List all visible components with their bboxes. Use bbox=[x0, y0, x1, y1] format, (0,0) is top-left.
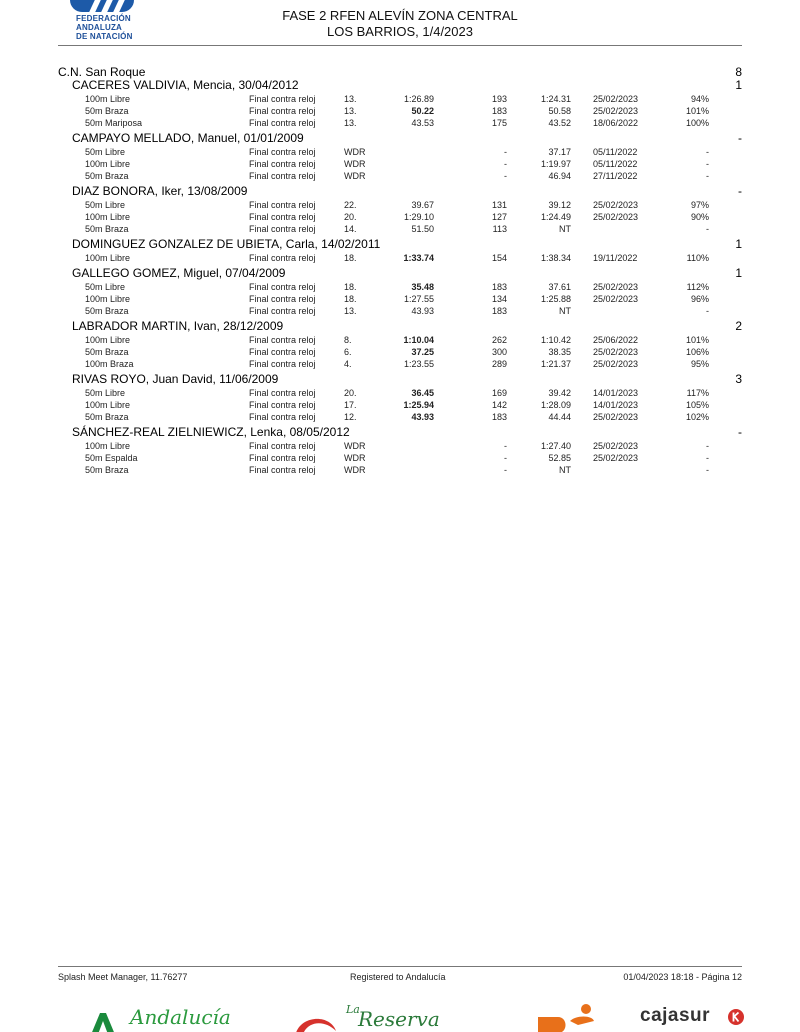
points: 127 bbox=[491, 212, 507, 222]
points: - bbox=[504, 465, 507, 475]
best-time: 44.44 bbox=[548, 412, 571, 422]
result-row bbox=[0, 224, 800, 235]
athlete-count: - bbox=[738, 425, 742, 439]
place: 22. bbox=[344, 200, 357, 210]
percentage: 100% bbox=[685, 118, 709, 128]
swim-time: 43.93 bbox=[411, 412, 434, 422]
round-type: Final contra reloj bbox=[249, 465, 316, 475]
place: 18. bbox=[344, 294, 357, 304]
points: 300 bbox=[491, 347, 507, 357]
footer-registration: Registered to Andalucía bbox=[350, 972, 446, 982]
result-row bbox=[0, 282, 800, 293]
meet-title: FASE 2 RFEN ALEVÍN ZONA CENTRAL bbox=[282, 8, 518, 23]
swim-time: 50.22 bbox=[411, 106, 434, 116]
round-type: Final contra reloj bbox=[249, 412, 316, 422]
best-date: 18/06/2022 bbox=[593, 118, 639, 128]
result-row bbox=[0, 106, 800, 117]
percentage: 105% bbox=[685, 400, 709, 410]
swim-time: 1:25.94 bbox=[403, 400, 434, 410]
round-type: Final contra reloj bbox=[249, 118, 316, 128]
reserva-wordmark: Reserva bbox=[358, 1007, 440, 1031]
best-time: NT bbox=[559, 224, 571, 234]
best-time: 1:19.97 bbox=[540, 159, 571, 169]
event-name: 50m Braza bbox=[85, 171, 129, 181]
event-name: 50m Libre bbox=[85, 388, 126, 398]
ds-logo-icon bbox=[534, 1003, 604, 1032]
points: - bbox=[504, 171, 507, 181]
best-time: NT bbox=[559, 465, 571, 475]
result-row bbox=[0, 94, 800, 105]
reserva-swoosh-icon bbox=[290, 1009, 340, 1032]
best-date: 25/02/2023 bbox=[593, 212, 639, 222]
result-row bbox=[0, 159, 800, 170]
percentage: 90% bbox=[690, 212, 709, 222]
percentage: 94% bbox=[690, 94, 709, 104]
percentage: 95% bbox=[690, 359, 709, 369]
round-type: Final contra reloj bbox=[249, 282, 316, 292]
event-name: 100m Libre bbox=[85, 94, 131, 104]
athlete-count: 1 bbox=[735, 78, 742, 92]
percentage: - bbox=[706, 441, 709, 451]
best-time: 46.94 bbox=[548, 171, 571, 181]
club-count: 8 bbox=[735, 65, 742, 79]
percentage: 97% bbox=[690, 200, 709, 210]
result-row bbox=[0, 465, 800, 476]
round-type: Final contra reloj bbox=[249, 212, 316, 222]
best-time: 39.12 bbox=[548, 200, 571, 210]
percentage: 110% bbox=[686, 253, 709, 263]
points: 193 bbox=[491, 94, 507, 104]
sponsor-cajasur-logo bbox=[640, 1003, 750, 1032]
event-name: 100m Libre bbox=[85, 253, 131, 263]
cajasur-k-icon bbox=[728, 1009, 744, 1025]
round-type: Final contra reloj bbox=[249, 335, 316, 345]
place: 20. bbox=[344, 388, 357, 398]
event-name: 50m Braza bbox=[85, 465, 129, 475]
swim-time: 39.67 bbox=[411, 200, 434, 210]
result-row bbox=[0, 335, 800, 346]
footer-divider bbox=[58, 966, 742, 967]
swim-time: 1:23.55 bbox=[403, 359, 434, 369]
round-type: Final contra reloj bbox=[249, 441, 316, 451]
footer-timestamp-page: 01/04/2023 18:18 - Página 12 bbox=[623, 972, 742, 982]
best-time: NT bbox=[559, 306, 571, 316]
result-row bbox=[0, 212, 800, 223]
athlete-name: DIAZ BONORA, Iker, 13/08/2009 bbox=[72, 184, 248, 198]
result-row bbox=[0, 294, 800, 305]
best-time: 50.58 bbox=[548, 106, 571, 116]
event-name: 100m Libre bbox=[85, 294, 131, 304]
best-date: 14/01/2023 bbox=[593, 388, 639, 398]
athlete-count: 2 bbox=[735, 319, 742, 333]
percentage: - bbox=[706, 159, 709, 169]
percentage: - bbox=[706, 453, 709, 463]
best-date: 25/02/2023 bbox=[593, 106, 639, 116]
result-row bbox=[0, 388, 800, 399]
athlete-count: 1 bbox=[735, 266, 742, 280]
best-time: 52.85 bbox=[548, 453, 571, 463]
points: - bbox=[504, 441, 507, 451]
best-time: 1:24.49 bbox=[540, 212, 571, 222]
result-row bbox=[0, 359, 800, 370]
place: WDR bbox=[344, 441, 366, 451]
athlete-name: LABRADOR MARTIN, Ivan, 28/12/2009 bbox=[72, 319, 284, 333]
percentage: - bbox=[706, 306, 709, 316]
points: - bbox=[504, 159, 507, 169]
best-time: 38.35 bbox=[548, 347, 571, 357]
round-type: Final contra reloj bbox=[249, 347, 316, 357]
event-name: 100m Libre bbox=[85, 159, 131, 169]
athlete-count: - bbox=[738, 184, 742, 198]
place: 18. bbox=[344, 282, 357, 292]
place: 18. bbox=[344, 253, 357, 263]
place: 8. bbox=[344, 335, 352, 345]
percentage: 117% bbox=[686, 388, 709, 398]
best-date: 05/11/2022 bbox=[593, 159, 638, 169]
place: WDR bbox=[344, 453, 366, 463]
club-name: C.N. San Roque bbox=[58, 65, 146, 79]
round-type: Final contra reloj bbox=[249, 294, 316, 304]
result-row bbox=[0, 171, 800, 182]
best-date: 25/02/2023 bbox=[593, 94, 639, 104]
federation-logo bbox=[62, 0, 142, 44]
andalucia-a-icon bbox=[86, 1007, 122, 1032]
result-row bbox=[0, 147, 800, 158]
best-time: 37.61 bbox=[548, 282, 571, 292]
best-time: 1:27.40 bbox=[540, 441, 571, 451]
swim-time: 1:27.55 bbox=[403, 294, 434, 304]
round-type: Final contra reloj bbox=[249, 224, 316, 234]
swim-time: 1:33.74 bbox=[403, 253, 434, 263]
logo-text-line: DE NATACIÓN bbox=[76, 32, 133, 41]
event-name: 50m Libre bbox=[85, 147, 126, 157]
athlete-count: - bbox=[738, 131, 742, 145]
swim-time: 36.45 bbox=[411, 388, 434, 398]
round-type: Final contra reloj bbox=[249, 200, 316, 210]
result-row bbox=[0, 200, 800, 211]
meet-subtitle: LOS BARRIOS, 1/4/2023 bbox=[327, 24, 473, 39]
best-date: 19/11/2022 bbox=[593, 253, 638, 263]
round-type: Final contra reloj bbox=[249, 400, 316, 410]
best-date: 25/02/2023 bbox=[593, 412, 639, 422]
round-type: Final contra reloj bbox=[249, 453, 316, 463]
athlete-name: DOMINGUEZ GONZALEZ DE UBIETA, Carla, 14/02/2011 bbox=[72, 237, 381, 251]
event-name: 100m Braza bbox=[85, 359, 134, 369]
cajasur-wordmark: cajasur bbox=[640, 1005, 711, 1026]
place: 17. bbox=[344, 400, 357, 410]
points: 183 bbox=[491, 282, 507, 292]
athlete-name: GALLEGO GOMEZ, Miguel, 07/04/2009 bbox=[72, 266, 286, 280]
round-type: Final contra reloj bbox=[249, 253, 316, 263]
place: 13. bbox=[344, 306, 357, 316]
event-name: 50m Libre bbox=[85, 282, 126, 292]
points: 183 bbox=[491, 106, 507, 116]
footer-software: Splash Meet Manager, 11.76277 bbox=[58, 972, 188, 982]
percentage: - bbox=[706, 171, 709, 181]
percentage: 112% bbox=[686, 282, 709, 292]
best-time: 1:28.09 bbox=[540, 400, 571, 410]
points: 131 bbox=[491, 200, 507, 210]
place: WDR bbox=[344, 171, 366, 181]
percentage: - bbox=[706, 147, 709, 157]
event-name: 100m Libre bbox=[85, 441, 131, 451]
round-type: Final contra reloj bbox=[249, 106, 316, 116]
athlete-name: RIVAS ROYO, Juan David, 11/06/2009 bbox=[72, 372, 279, 386]
result-row bbox=[0, 347, 800, 358]
result-row bbox=[0, 253, 800, 264]
event-name: 50m Braza bbox=[85, 306, 129, 316]
event-name: 50m Espalda bbox=[85, 453, 138, 463]
logo-text-line: ANDALUZA bbox=[76, 23, 123, 32]
sponsor-reserva-logo bbox=[290, 1003, 440, 1032]
points: 134 bbox=[491, 294, 507, 304]
event-name: 100m Libre bbox=[85, 335, 131, 345]
best-date: 25/02/2023 bbox=[593, 359, 639, 369]
best-date: 25/02/2023 bbox=[593, 200, 639, 210]
swim-time: 43.93 bbox=[411, 306, 434, 316]
event-name: 50m Braza bbox=[85, 412, 129, 422]
place: 6. bbox=[344, 347, 352, 357]
sponsor-andalucia-logo bbox=[86, 1003, 236, 1032]
place: 13. bbox=[344, 118, 357, 128]
event-name: 100m Libre bbox=[85, 400, 131, 410]
swim-time: 1:10.04 bbox=[403, 335, 434, 345]
header-divider bbox=[58, 45, 742, 46]
result-row bbox=[0, 306, 800, 317]
best-date: 25/02/2023 bbox=[593, 294, 639, 304]
event-name: 50m Mariposa bbox=[85, 118, 143, 128]
best-time: 1:21.37 bbox=[540, 359, 571, 369]
event-name: 50m Braza bbox=[85, 224, 129, 234]
event-name: 50m Libre bbox=[85, 200, 126, 210]
best-date: 25/02/2023 bbox=[593, 453, 639, 463]
best-time: 37.17 bbox=[548, 147, 571, 157]
best-date: 25/02/2023 bbox=[593, 441, 639, 451]
place: WDR bbox=[344, 147, 366, 157]
round-type: Final contra reloj bbox=[249, 306, 316, 316]
round-type: Final contra reloj bbox=[249, 171, 316, 181]
points: 169 bbox=[491, 388, 507, 398]
best-time: 1:25.88 bbox=[540, 294, 571, 304]
swim-time: 1:26.89 bbox=[403, 94, 434, 104]
result-row bbox=[0, 441, 800, 452]
swim-time: 35.48 bbox=[411, 282, 434, 292]
place: 14. bbox=[344, 224, 357, 234]
event-name: 50m Braza bbox=[85, 347, 129, 357]
round-type: Final contra reloj bbox=[249, 94, 316, 104]
round-type: Final contra reloj bbox=[249, 147, 316, 157]
athlete-count: 3 bbox=[735, 372, 742, 386]
best-time: 39.42 bbox=[548, 388, 571, 398]
percentage: - bbox=[706, 465, 709, 475]
swim-time: 51.50 bbox=[411, 224, 434, 234]
sponsor-ds-logo bbox=[534, 1003, 604, 1032]
place: WDR bbox=[344, 159, 366, 169]
percentage: 96% bbox=[690, 294, 709, 304]
percentage: 101% bbox=[685, 335, 709, 345]
best-date: 27/11/2022 bbox=[593, 171, 638, 181]
best-time: 1:24.31 bbox=[540, 94, 571, 104]
athlete-count: 1 bbox=[735, 237, 742, 251]
points: - bbox=[504, 453, 507, 463]
best-time: 1:38.34 bbox=[540, 253, 571, 263]
best-date: 25/02/2023 bbox=[593, 347, 639, 357]
points: 154 bbox=[491, 253, 507, 263]
event-name: 50m Braza bbox=[85, 106, 129, 116]
percentage: 102% bbox=[685, 412, 709, 422]
swim-time: 43.53 bbox=[411, 118, 434, 128]
logo-text-line: FEDERACIÓN bbox=[76, 14, 131, 23]
points: 289 bbox=[491, 359, 507, 369]
percentage: - bbox=[706, 224, 709, 234]
round-type: Final contra reloj bbox=[249, 388, 316, 398]
best-date: 05/11/2022 bbox=[593, 147, 638, 157]
best-date: 25/02/2023 bbox=[593, 282, 639, 292]
result-row bbox=[0, 118, 800, 129]
place: 20. bbox=[344, 212, 357, 222]
place: WDR bbox=[344, 465, 366, 475]
athlete-name: CACERES VALDIVIA, Mencia, 30/04/2012 bbox=[72, 78, 299, 92]
best-time: 1:10.42 bbox=[540, 335, 571, 345]
percentage: 106% bbox=[685, 347, 709, 357]
points: 183 bbox=[491, 306, 507, 316]
best-date: 25/06/2022 bbox=[593, 335, 639, 345]
athlete-name: SÁNCHEZ-REAL ZIELNIEWICZ, Lenka, 08/05/2012 bbox=[72, 425, 350, 439]
andalucia-wordmark: Andalucía bbox=[130, 1005, 231, 1029]
points: 175 bbox=[491, 118, 507, 128]
round-type: Final contra reloj bbox=[249, 159, 316, 169]
event-name: 100m Libre bbox=[85, 212, 131, 222]
place: 13. bbox=[344, 106, 357, 116]
best-date: 14/01/2023 bbox=[593, 400, 639, 410]
swim-time: 37.25 bbox=[411, 347, 434, 357]
points: - bbox=[504, 147, 507, 157]
points: 262 bbox=[491, 335, 507, 345]
round-type: Final contra reloj bbox=[249, 359, 316, 369]
points: 113 bbox=[492, 224, 507, 234]
result-row bbox=[0, 453, 800, 464]
result-row bbox=[0, 400, 800, 411]
best-time: 43.52 bbox=[548, 118, 571, 128]
percentage: 101% bbox=[685, 106, 709, 116]
place: 13. bbox=[344, 94, 357, 104]
place: 12. bbox=[344, 412, 357, 422]
swim-time: 1:29.10 bbox=[403, 212, 434, 222]
athlete-name: CAMPAYO MELLADO, Manuel, 01/01/2009 bbox=[72, 131, 304, 145]
result-row bbox=[0, 412, 800, 423]
points: 183 bbox=[491, 412, 507, 422]
points: 142 bbox=[491, 400, 507, 410]
place: 4. bbox=[344, 359, 352, 369]
reserva-la: La bbox=[346, 1003, 360, 1016]
